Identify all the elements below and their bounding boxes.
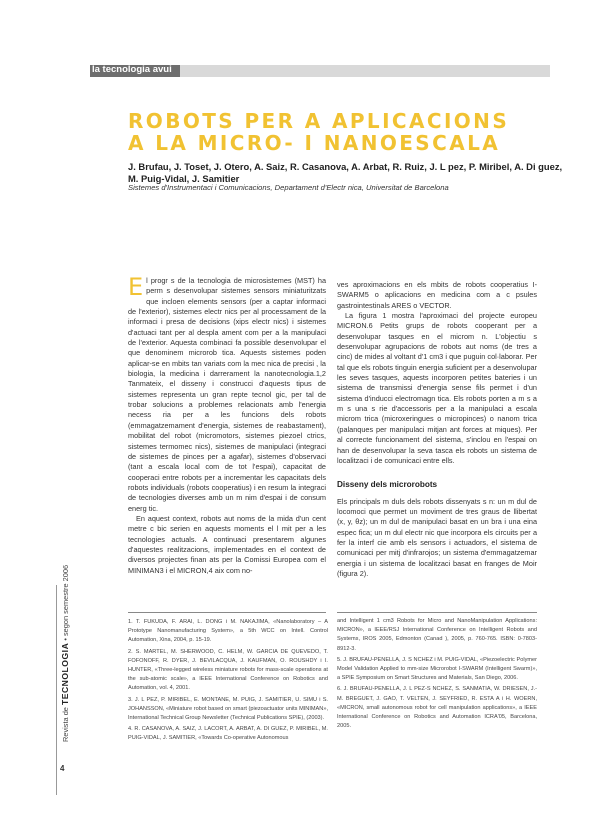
page-number: 4 bbox=[60, 764, 65, 773]
footnote-rule bbox=[337, 612, 537, 613]
reference-item: 1. T. FUKUDA, F. ARAI, L. DONG i M. NAKAJIMA, «Nanolaboratory – A Prototype Nanomanufacturing System», a 5th WCC on Intell. Control Automation, Xina, 2004, p. 15-19. bbox=[128, 619, 328, 644]
column-1 bbox=[128, 273, 326, 576]
references-column-2 bbox=[337, 617, 537, 733]
section-heading: Disseny dels microrobots bbox=[337, 480, 438, 490]
article-title bbox=[128, 110, 568, 154]
paragraph: La figura 1 mostra l'aproximaci del projecte europeu MICRON.6 Petits grups de robots cooperant per a desenvolupar tasques en el microm n. L'objectiu s desenvolupar agrupacions de robots aut noms (de tres a cinc) de mides al voltant d'1 cm3 i que puguin col·laborar. Per tal que els robots tinguin energia suficient per a desenvolupar les seves tasques, aquests incorporen petites bateries i un sistema de transmissi d'energia sense fils permet i d'un sistema d'inducci electromagn tica. Els robots porten a m s a m s una s rie d'accessoris per a la manipulaci a escala microm trica (microxeringues o micropinces) o nanom trica (palanques per manipulaci mitjan ant forces at miques). Per al correcte funcionament del sistema, s'inclou en l'espai on han de desenvolupar la seva tasca els robots un sistema de localitzaci i de comunicaci entre ells. bbox=[337, 311, 537, 465]
title-line-1: ROBOTS PER A APLICACIONS bbox=[128, 109, 510, 133]
reference-item: and Intelligent 1 cm3 Robots for Micro and NanoManipulation Applications: MICRON», a IEEE/RSJ International Conference on Intelligent Robots and Systems, IROS 2005, Edmonton (Canad ), 2005, p. 760-765. ISBN: 0-7803-8912-3. bbox=[337, 618, 537, 652]
section-tag-bar bbox=[90, 65, 550, 77]
footnote-rule bbox=[128, 612, 326, 613]
affiliation: Sistemes d'Instrumentaci i Comunicacions, Departament d'Electr nica, Universitat de Barcelona bbox=[128, 183, 449, 192]
margin-rule bbox=[56, 585, 57, 795]
journal-prefix: Revista de bbox=[61, 707, 70, 742]
reference-item: 5. J. BRUFAU-PENELLA, J. S NCHEZ i M. PUIG-VIDAL, «Piezoelectric Polymer Model Validation Applied to mm-size Microrobot I-SWARM (Intelligent Swarm)», a SPIE Symposium on Smart Structures and Materials, San Diego, 2006. bbox=[337, 656, 537, 682]
paragraph: Els principals m duls dels robots dissenyats s n: un m dul de locomoci que permet un moviment de tres graus de llibertat (x, y, θz); un m dul de manipulaci basat en un bra i una eina espec fica; un m dul electr nic que incorpora els circuits per a fer la interf cie amb els sensors i actuadors, el sistema de comunicaci per mitj d'infrarojos; un sistema d'emmagatzemar energia i un sistema de localitzaci basat en franges de Moir (figura 2). bbox=[337, 496, 537, 578]
references-column-1 bbox=[128, 618, 328, 746]
reference-item: 3. J. L PEZ, P. MIRIBEL, E. MONTANE, M. PUIG, J. SAMITIER, U. SIMU i S. JOHANSSON, «Miniature robot based on smart (piezoactuator units MINIMAN», International Technical Group Newsletter (Technical Publications SPIE), (2003). bbox=[128, 696, 328, 722]
paragraph bbox=[128, 273, 326, 514]
reference-item: 2. S. MARTEL, M. SHERWOOD, C. HELM, W. GARCIA DE QUEVEDO, T. FOFONOFF, R. DYER, J. BEVILACQUA, J. KAUFMAN, O. ROUSHDY i I. HUNTER, «Three-legged wireless miniature robots for mass-scale operations at the sub-atomic scale», a IEEE International Conference on Robotics and Automation, vol. 4, 2001. bbox=[128, 648, 328, 692]
section-tag: la tecnologia avui bbox=[92, 64, 172, 75]
journal-name: TECNOLOGIA bbox=[60, 642, 70, 706]
reference-item: 4. R. CASANOVA, A. SAIZ, J. LACORT, A. ARBAT, A. DI GUEZ, P. MIRIBEL, M. PUIG-VIDAL, J. SAMITIER, «Towards Co-operative Autonomous bbox=[128, 726, 328, 742]
issue-label: • segon semestre 2006 bbox=[61, 564, 70, 641]
reference-item: 6. J. BRUFAU-PENELLA, J. L PEZ-S NCHEZ, S. SANMATIA, W. DRIESEN, J.-M. BREGUET, J. GAO, T. VELTEN, J. SEYFRIED, R. ESTA A i H. WOERN, «MICRON, small autonomous robot for cell manipulation applications», a IEEE International Conference on Robotics and Automation ICRA'05, Barcelona, 2005. bbox=[337, 686, 537, 730]
journal-footer bbox=[60, 565, 70, 742]
paragraph: En aquest context, robots aut noms de la mida d'un cent metre c bic serien en aquests moments el l mit per a les tecnologies actuals. A continuaci presentarem algunes d'aquestes realitzacions, implementades en el context de diversos projectes finan ats per la Comissi Europea com el MINIMAN3 i el MICRON,4 aix com no- bbox=[128, 513, 326, 575]
paragraph-text: l progr s de la tecnologia de microsistemes (MST) ha perm s desenvolupar sistemes sensors miniaturitzats que incloen elements sensors (per a captar informaci de l'exterior), sistemes electr nics per al processament de la informaci i presa de decisions (xips electr nics) i sistemes d'actuaci tant per al despla ament com per a la manipulaci de l'exterior. Aquesta combinaci fa possible desenvolupar el que denominem microrob tica. Aquests sistemes poden aplicar-se en mbits tan variats com la mec nica de precisi , la biologia, la medicina i darrerament la nanotecnologia.1,2 Tanmateix, el disseny i construcci d'aquests tipus de sistemes representa un gran repte tecnol gic, per tal de trobar solucions a problemes relacionats amb l'energia necess ria per a les funcions dels robots (emmagatzemament d'energia, sistemes de reabastament), mobilitat del robot (micromotors, sistemes piezoel ctrics, sistemes termomec nics), sistemes de manipulaci (integraci de sistemes de pinces per a agafar), sistemes d'observaci (tant a escala local com de tot l'espai), capacitat de cooperaci entre robots per a incrementar les capacitats dels robots individuals (robots cooperatius) i en resum la integraci de tecnologies diverses amb un m nim d'espai i de consum energ tic. bbox=[128, 276, 326, 513]
title-line-2: A LA MICRO- I NANOESCALA bbox=[128, 131, 501, 155]
paragraph: ves aproximacions en els mbits de robots cooperatius I-SWARM5 o aplicacions en medicina com a c psules gastrointestinals ARES o VECTOR. bbox=[337, 280, 537, 310]
column-2 bbox=[337, 280, 537, 579]
drop-cap: E bbox=[128, 273, 144, 301]
authors: J. Brufau, J. Toset, J. Otero, A. Saiz, R. Casanova, A. Arbat, R. Ruiz, J. L pez, P. Miribel, A. Di guez, M. Puig-Vidal, J. Samitier bbox=[128, 161, 563, 184]
